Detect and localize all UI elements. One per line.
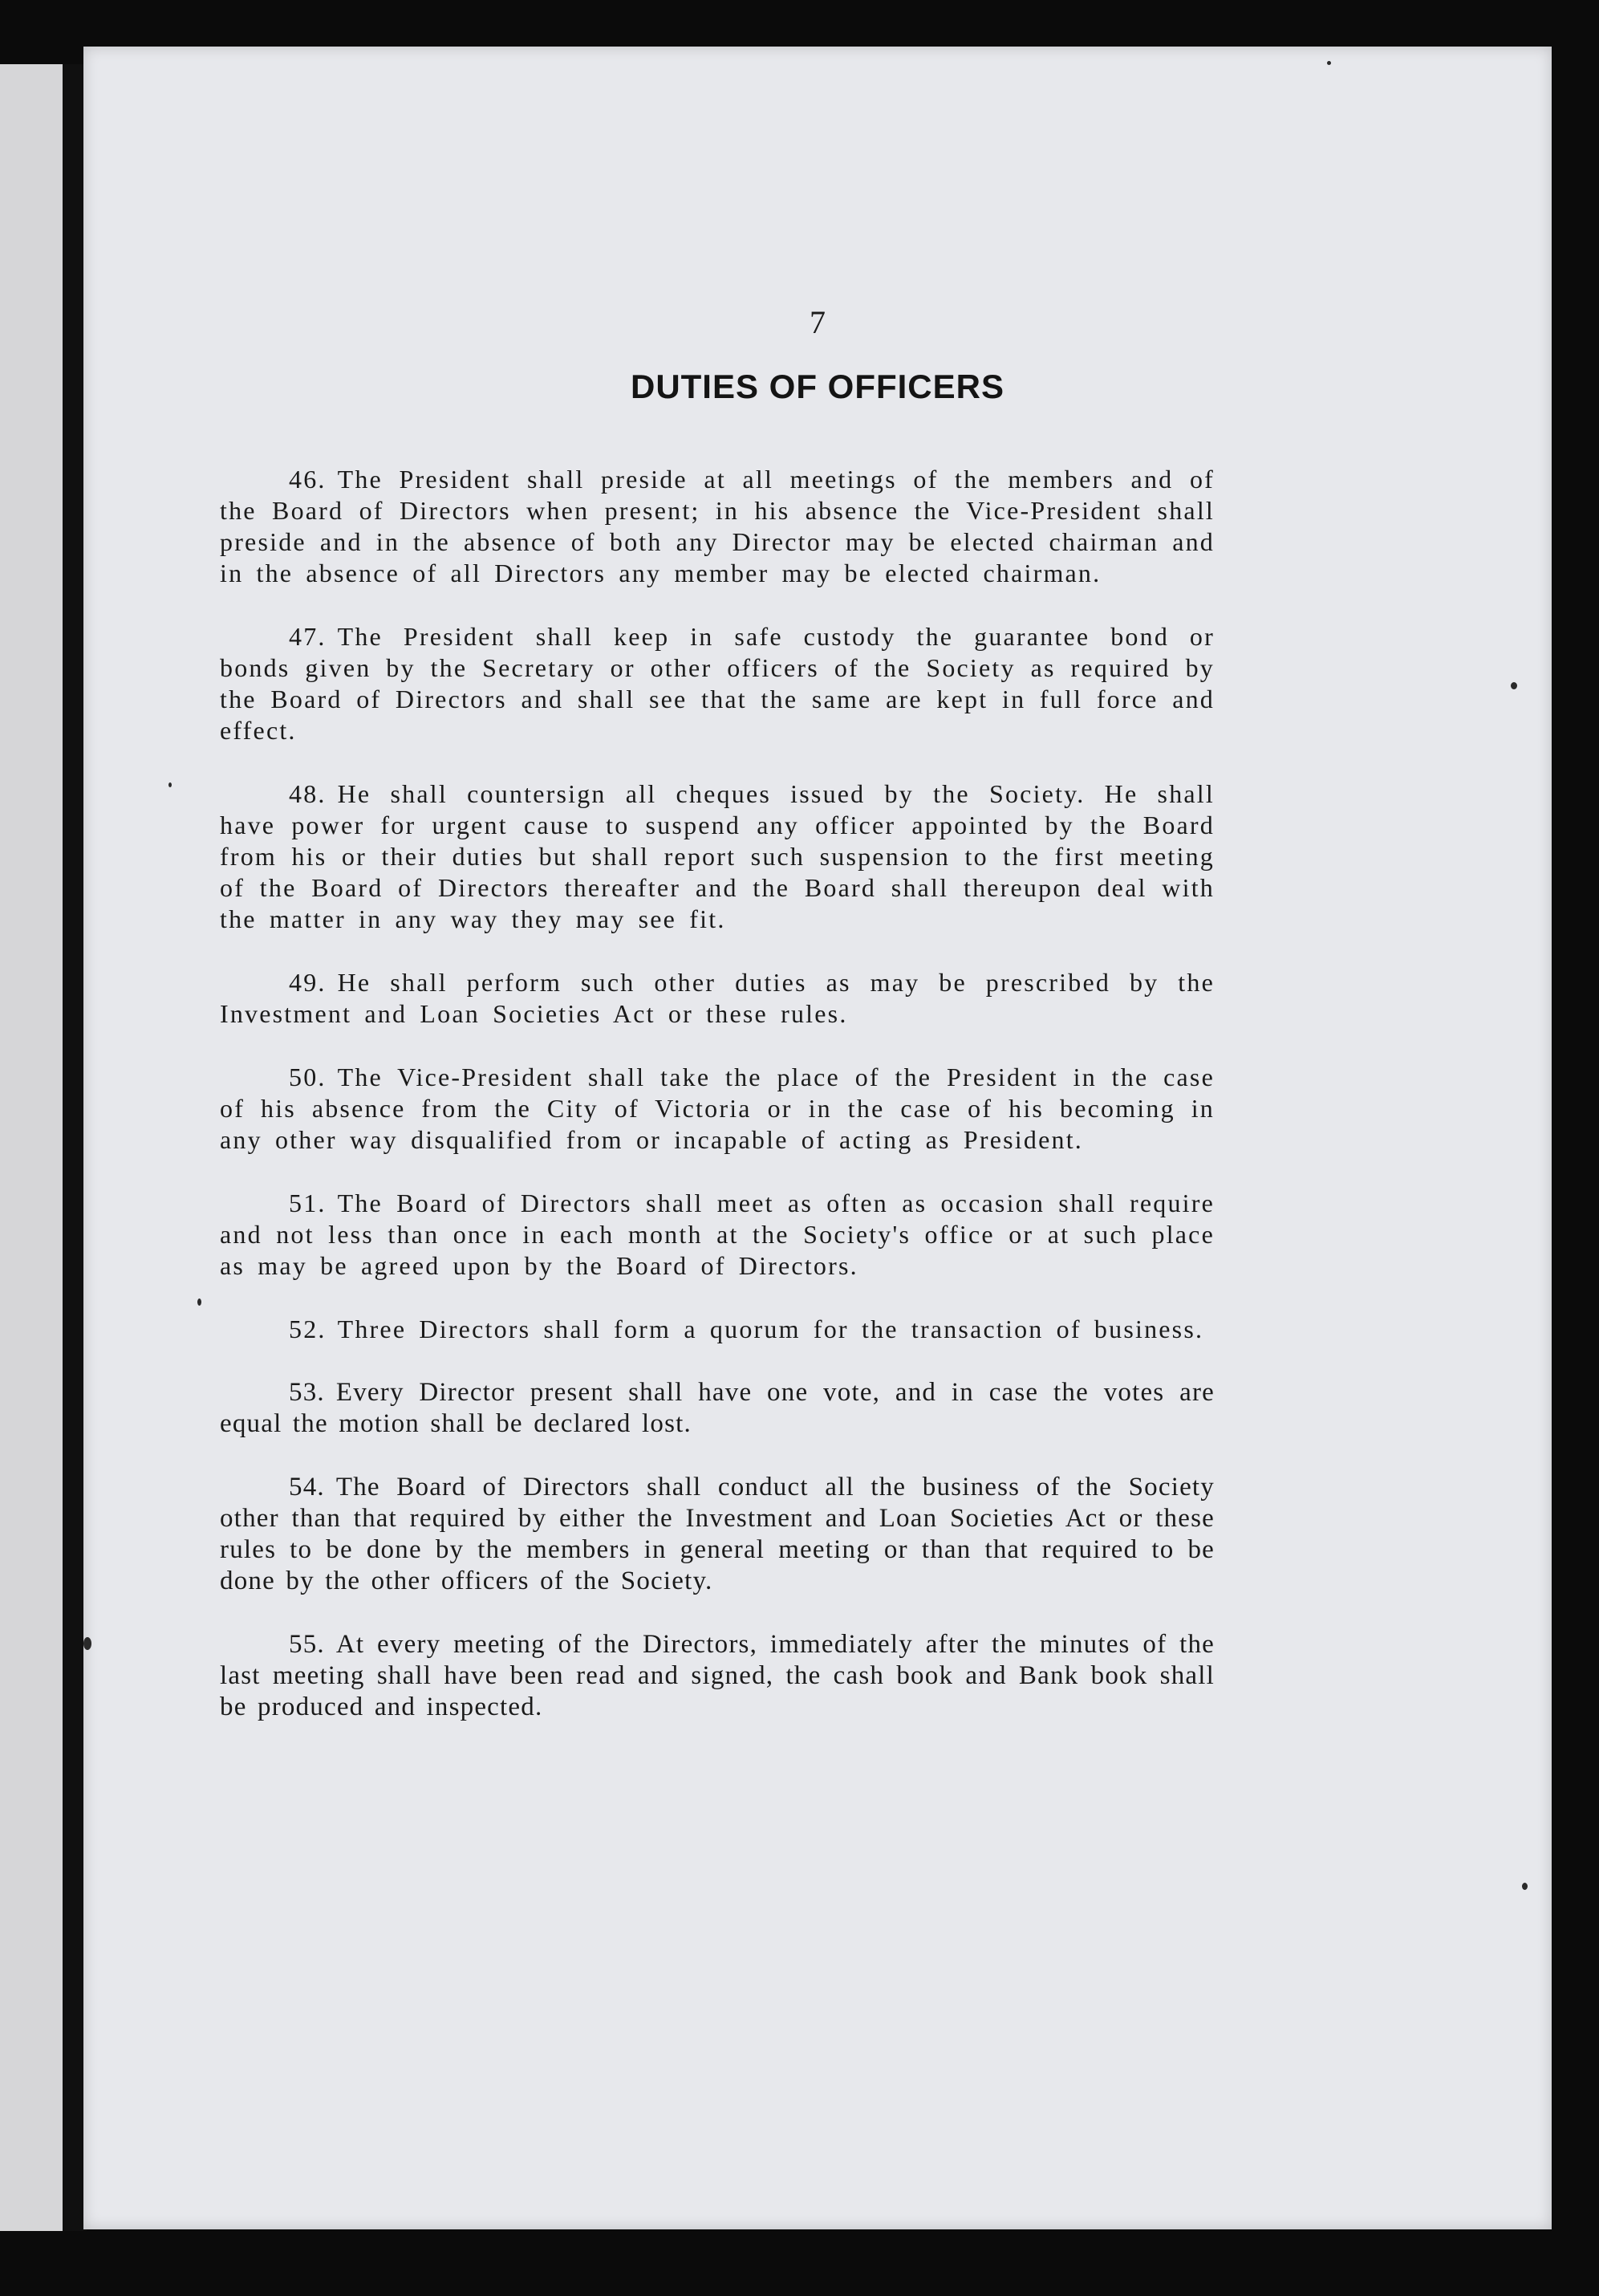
rule-48 xyxy=(220,778,1215,935)
scan-speck xyxy=(83,1637,91,1650)
rule-number: 54. xyxy=(289,1473,325,1502)
rule-text: He shall countersign all cheques issued by the Society. He shall have power for urgent cause to suspend any officer appointed by the Board from his or their duties but shall report such suspension to the first meeting of the Board of Directors thereafter and the Board shall thereupon deal with the matter in any way they may see fit. xyxy=(220,779,1215,933)
scan-speck xyxy=(1327,61,1331,65)
rule-49 xyxy=(220,967,1215,1030)
rule-text: Three Directors shall form a quorum for the transaction of business. xyxy=(337,1315,1204,1343)
rule-number: 49. xyxy=(289,968,327,997)
rule-46 xyxy=(220,464,1215,589)
rule-50 xyxy=(220,1062,1215,1156)
rule-52 xyxy=(220,1314,1215,1345)
rule-47 xyxy=(220,621,1215,746)
rule-text: At every meeting of the Directors, immediately after the minutes of the last meeting shall have been read and signed, the cash book and Bank book shall be produced and inspected. xyxy=(220,1630,1215,1721)
rule-number: 46. xyxy=(289,465,327,494)
rule-number: 50. xyxy=(289,1063,327,1091)
rule-text: The President shall keep in safe custody the guarantee bond or bonds given by the Secretary or other officers of the Society as required by the Board of Directors and shall see that the same are kept in full force and effect. xyxy=(220,622,1215,745)
document-page xyxy=(83,47,1552,2229)
rule-text: He shall perform such other duties as may be prescribed by the Investment and Loan Societies Act or these rules. xyxy=(220,968,1215,1028)
rule-text: Every Director present shall have one vote, and in case the votes are equal the motion shall be declared lost. xyxy=(220,1378,1215,1438)
rule-54 xyxy=(220,1472,1215,1597)
scan-speck xyxy=(1522,1883,1528,1890)
rule-number: 53. xyxy=(289,1378,325,1407)
rule-text: The Vice-President shall take the place of the President in the case of his absence from the City of Victoria or in the case of his becoming in any other way disqualified from or incapable of acting as President. xyxy=(220,1063,1215,1154)
rule-number: 55. xyxy=(289,1630,325,1659)
scan-speck xyxy=(197,1298,201,1306)
section-title: DUTIES OF OFFICERS xyxy=(630,368,1004,405)
rule-number: 47. xyxy=(289,622,327,651)
scan-speck xyxy=(168,782,172,787)
facing-page-edge xyxy=(0,64,67,2231)
rules-list xyxy=(220,464,1215,1755)
rule-51 xyxy=(220,1188,1215,1282)
rule-number: 48. xyxy=(289,779,327,808)
rule-55 xyxy=(220,1629,1215,1723)
rule-number: 51. xyxy=(289,1189,327,1217)
rule-text: The President shall preside at all meetings of the members and of the Board of Directors when present; in his absence the Vice-President shall preside and in the absence of both any Director may be elected chairman and in the absence of all Directors any member may be elected chairman. xyxy=(220,465,1215,587)
page-number: 7 xyxy=(810,304,826,340)
scan-speck xyxy=(1511,682,1517,689)
rule-text: The Board of Directors shall meet as often as occasion shall require and not less than once in each month at the Society's office or at such place as may be agreed upon by the Board of Directors. xyxy=(220,1189,1215,1280)
rule-53 xyxy=(220,1377,1215,1440)
rule-number: 52. xyxy=(289,1315,327,1343)
rule-text: The Board of Directors shall conduct all the business of the Society other than that required by either the Investment and Loan Societies Act or these rules to be done by the members in general meeting or than that required to be done by the other officers of the Society. xyxy=(220,1473,1215,1595)
